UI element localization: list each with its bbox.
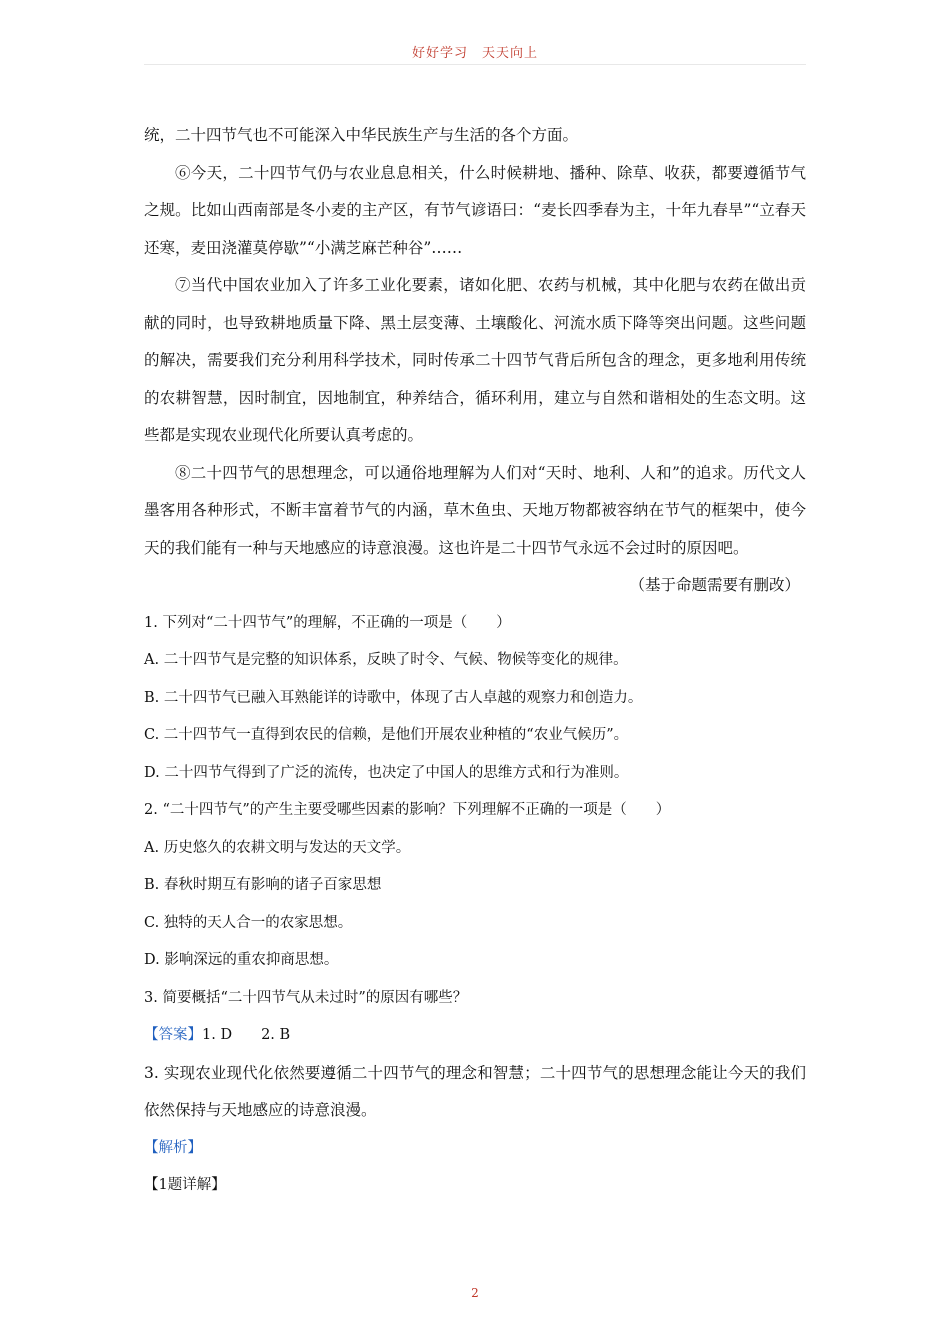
answer-question-3: 3. 实现农业现代化依然要遵循二十四节气的理念和智慧；二十四节气的思想理念能让今天的我们依然保持与天地感应的诗意浪漫。 — [144, 1063, 806, 1119]
document-body — [144, 117, 806, 1205]
question-3-stem: 3. 简要概括“二十四节气从未过时”的原因有哪些？ — [144, 989, 468, 1006]
question-1-option-b: B. 二十四节气已融入耳熟能详的诗歌中，体现了古人卓越的观察力和创造力。 — [144, 689, 643, 706]
answer-line — [144, 1017, 806, 1055]
question-2-option-d: D. 影响深远的重农抑商思想。 — [144, 952, 339, 968]
article-paragraph-6: ⑥今天，二十四节气仍与农业息息相关，什么时候耕地、播种、除草、收获，都要遵循节气之规。比如山西南部是冬小麦的主产区，有节气谚语曰：“麦长四季春为主，十年九春旱”“立春天还寒，麦田浇灌莫停歇”“小满芝麻芒种谷”…… — [144, 163, 806, 257]
question-1-option-d: D. 二十四节气得到了广泛的流传，也决定了中国人的思维方式和行为准则。 — [144, 764, 629, 781]
question-2-option-c: C. 独特的天人合一的农家思想。 — [144, 914, 353, 931]
analysis-subheading: 【1题详解】 — [144, 1177, 226, 1193]
analysis-heading — [144, 1130, 806, 1168]
answer-tag: 【答案】 — [144, 1027, 202, 1043]
article-paragraph-7: ⑦当代中国农业加入了许多工业化要素，诸如化肥、农药与机械，其中化肥与农药在做出贡献的同时，也导致耕地质量下降、黑土层变薄、土壤酸化、河流水质下降等突出问题。这些问题的解决，需要我们充分利用科学技术，同时传承二十四节气背后所包含的理念，更多地利用传统的农耕智慧，因时制宜，因地制宜，种养结合，循环利用，建立与自然和谐相处的生态文明。这些都是实现农业现代化所要认真考虑的。 — [144, 276, 806, 444]
page-number: 2 — [471, 1286, 479, 1300]
article-paragraph-8: ⑧二十四节气的思想理念，可以通俗地理解为人们对“天时、地利、人和”的追求。历代文人墨客用各种形式，不断丰富着节气的内涵，草木鱼虫、天地万物都被容纳在节气的框架中，使今天的我们能有一种与天地感应的诗意浪漫。这也许是二十四节气永远不会过时的原因吧。 — [144, 463, 806, 557]
question-2-stem: 2. “二十四节气”的产生主要受哪些因素的影响？下列理解不正确的一项是（ ） — [144, 802, 671, 818]
page-header: 好好学习 天天向上 — [411, 46, 538, 61]
question-1-option-a: A. 二十四节气是完整的知识体系，反映了时令、气候、物候等变化的规律。 — [144, 652, 628, 668]
analysis-tag: 【解析】 — [144, 1139, 202, 1156]
source-note: （基于命题需要有删改） — [629, 576, 800, 594]
question-2-option-a: A. 历史悠久的农耕文明与发达的天文学。 — [144, 839, 411, 856]
answer-choices: 1. D 2. B — [202, 1027, 291, 1043]
header-divider — [144, 64, 806, 65]
article-paragraph-continued: 统，二十四节气也不可能深入中华民族生产与生活的各个方面。 — [144, 126, 579, 144]
question-2-option-b: B. 春秋时期互有影响的诸子百家思想 — [144, 877, 382, 893]
question-1-option-c: C. 二十四节气一直得到农民的信赖，是他们开展农业种植的“农业气候历”。 — [144, 727, 629, 743]
question-1-stem: 1. 下列对“二十四节气”的理解，不正确的一项是（ ） — [144, 614, 511, 631]
